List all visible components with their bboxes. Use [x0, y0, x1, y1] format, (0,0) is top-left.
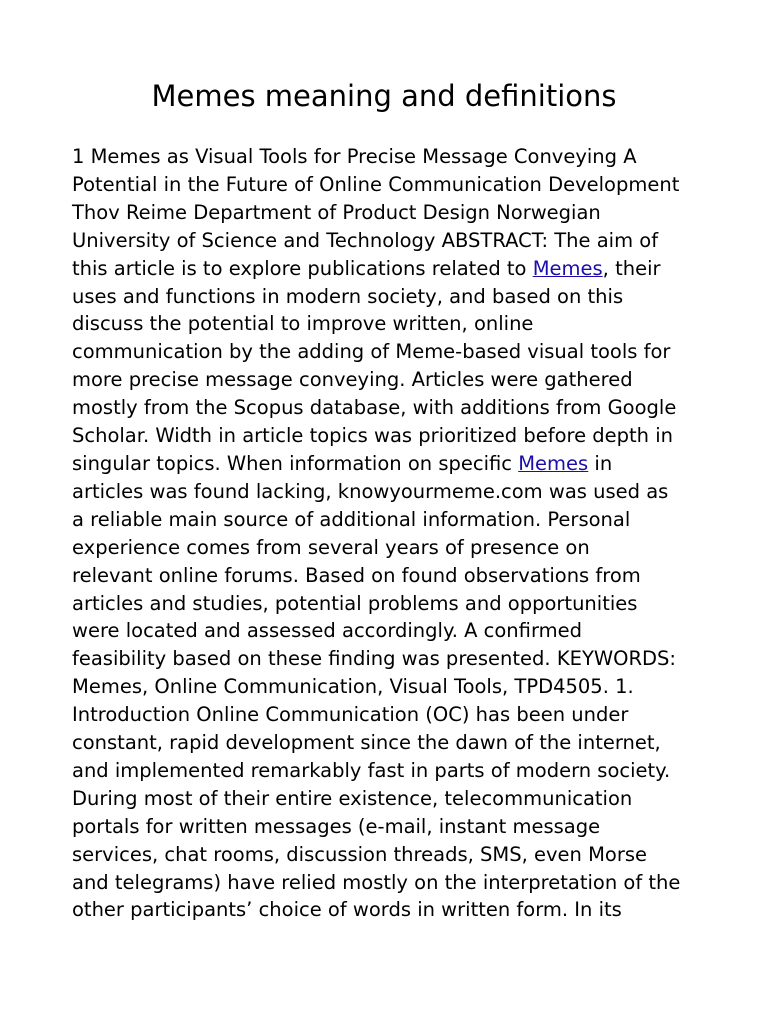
text-line [72, 757, 712, 785]
text-segment: Introduction Online Communication (OC) has been under [72, 703, 629, 727]
page-title: Memes meaning and definitions [151, 79, 617, 113]
text-segment: feasibility based on these finding was presented. KEYWORDS: [72, 647, 676, 671]
text-line [72, 338, 712, 366]
text-line [72, 283, 712, 311]
memes-link[interactable]: Memes [518, 451, 589, 475]
text-line [72, 617, 712, 645]
text-segment: and implemented remarkably fast in parts of modern society. [72, 758, 671, 782]
text-segment: singular topics. When information on specific [72, 451, 519, 475]
body-text [72, 143, 712, 924]
text-line [72, 422, 712, 450]
text-line [72, 673, 712, 701]
text-segment: services, chat rooms, discussion threads, SMS, even Morse [72, 842, 648, 866]
text-line [72, 366, 712, 394]
text-segment: uses and functions in modern society, and based on this [72, 284, 624, 308]
text-line [72, 227, 712, 255]
text-line [72, 310, 712, 338]
text-line [72, 534, 712, 562]
text-line [72, 394, 712, 422]
text-segment: experience comes from several years of presence on [72, 535, 590, 559]
text-segment: Scholar. Width in article topics was prioritized before depth in [72, 424, 674, 448]
text-line [72, 171, 712, 199]
text-line [72, 590, 712, 618]
text-line [72, 450, 712, 478]
text-segment: more precise message conveying. Articles were gathered [72, 368, 633, 392]
text-segment: in [588, 451, 613, 475]
text-segment: During most of their entire existence, telecommunication [72, 786, 633, 810]
text-line [72, 729, 712, 757]
text-segment: communication by the adding of Meme-based visual tools for [72, 340, 671, 364]
memes-link[interactable]: Memes [532, 256, 603, 280]
text-segment: discuss the potential to improve written, online [72, 312, 534, 336]
text-segment: this article is to explore publications related to [72, 256, 533, 280]
text-segment: and telegrams) have relied mostly on the interpretation of the [72, 870, 681, 894]
text-line [72, 785, 712, 813]
text-segment: portals for written messages (e-mail, instant message [72, 814, 601, 838]
text-segment: other participants’ choice of words in written form. In its [72, 898, 622, 922]
text-line [72, 701, 712, 729]
text-segment: Thov Reime Department of Product Design Norwegian [72, 200, 601, 224]
text-line [72, 896, 712, 924]
text-line [72, 813, 712, 841]
text-segment: articles and studies, potential problems and opportunities [72, 591, 638, 615]
text-segment: mostly from the Scopus database, with additions from Google [72, 396, 677, 420]
text-segment: a reliable main source of additional information. Personal [72, 507, 631, 531]
text-segment: Potential in the Future of Online Communication Development [72, 172, 680, 196]
text-segment: University of Science and Technology ABSTRACT: The aim of [72, 228, 659, 252]
text-line [72, 645, 712, 673]
text-segment: Memes, Online Communication, Visual Tools, TPD4505. 1. [72, 675, 634, 699]
text-segment: were located and assessed accordingly. A confirmed [72, 619, 582, 643]
text-segment: relevant online forums. Based on found observations from [72, 563, 641, 587]
text-line [72, 478, 712, 506]
text-segment: 1 Memes as Visual Tools for Precise Message Conveying A [72, 145, 637, 168]
text-segment: articles was found lacking, knowyourmeme.com was used as [72, 479, 669, 503]
text-line [72, 199, 712, 227]
text-line [72, 255, 712, 283]
text-line [72, 143, 712, 171]
text-line [72, 841, 712, 869]
text-line [72, 869, 712, 897]
text-line [72, 506, 712, 534]
text-segment: constant, rapid development since the dawn of the internet, [72, 731, 661, 755]
text-line [72, 562, 712, 590]
text-segment: , their [602, 256, 661, 280]
